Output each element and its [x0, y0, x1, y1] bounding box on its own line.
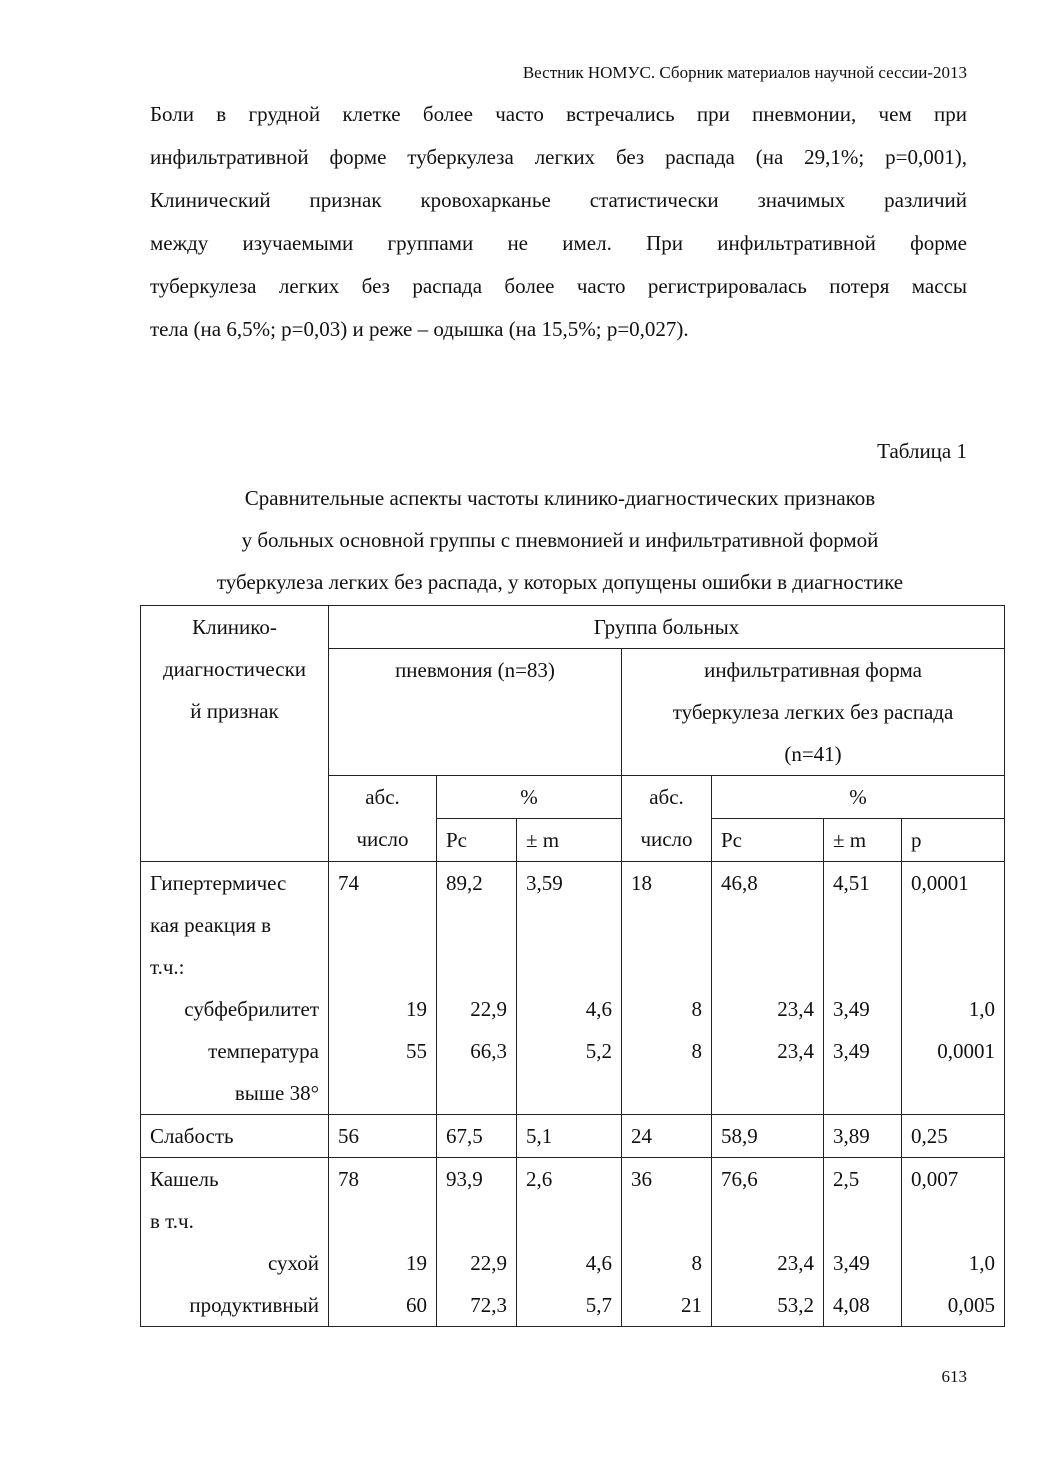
- value: 18: [631, 871, 652, 895]
- body-paragraph: [150, 93, 967, 351]
- page-number: 613: [941, 1367, 967, 1386]
- abs1-cell: [329, 862, 437, 1115]
- p-cell: [902, 1158, 1005, 1327]
- sign-line: субфебрилитет: [184, 997, 319, 1021]
- value: 36: [631, 1167, 652, 1191]
- abs1-cell: 56: [329, 1115, 437, 1158]
- header-abs-line: число: [640, 827, 693, 851]
- header-abs-line: абс.: [649, 785, 684, 809]
- paragraph-line: Клинический признак кровохарканье статистически значимых различий: [150, 188, 967, 212]
- table-caption: [130, 477, 990, 603]
- m1-cell: [517, 862, 622, 1115]
- value: 8: [691, 997, 702, 1021]
- header-pc-2: Pc: [712, 819, 824, 862]
- abs2-cell: [622, 1158, 712, 1327]
- value: 72,3: [470, 1293, 507, 1317]
- value: 53,2: [777, 1293, 814, 1317]
- pc1-cell: 67,5: [437, 1115, 517, 1158]
- value: 0,005: [947, 1293, 996, 1317]
- value: 2,6: [526, 1167, 553, 1191]
- header-tb-line: туберкулеза легких без распада: [672, 700, 954, 724]
- value: 4,6: [585, 1251, 612, 1275]
- value: 8: [691, 1251, 702, 1275]
- paragraph-line: между изучаемыми группами не имел. При инфильтративной форме: [150, 231, 967, 255]
- value: 23,4: [777, 1251, 814, 1275]
- value: 22,9: [470, 997, 507, 1021]
- value: 4,6: [585, 997, 612, 1021]
- value: 5,7: [585, 1293, 612, 1317]
- value: 0,0001: [937, 1039, 996, 1063]
- header-m-1: ± m: [517, 819, 622, 862]
- value: 2,5: [833, 1167, 860, 1191]
- table-row: [141, 1158, 1005, 1327]
- header-abs-line: число: [356, 827, 409, 851]
- value: 60: [406, 1293, 427, 1317]
- sign-line: выше 38°: [234, 1081, 319, 1105]
- value: 19: [406, 997, 427, 1021]
- abs2-cell: 24: [622, 1115, 712, 1158]
- header-pneumonia: пневмония (n=83): [329, 649, 622, 776]
- value: 74: [338, 871, 359, 895]
- sign-cell: [141, 862, 329, 1115]
- header-tb-line: инфильтративная форма: [704, 658, 922, 682]
- paragraph-line: тела (на 6,5%; p=0,03) и реже – одышка (на 15,5%; p=0,027).: [150, 317, 689, 341]
- value: 55: [406, 1039, 427, 1063]
- m2-cell: [824, 862, 902, 1115]
- value: 76,6: [721, 1167, 758, 1191]
- header-abs-2: [622, 776, 712, 862]
- paragraph-line: инфильтративной форме туберкулеза легких без распада (на 29,1%; p=0,001),: [150, 145, 967, 169]
- header-tb-line: (n=41): [784, 742, 842, 766]
- m2-cell: [824, 1158, 902, 1327]
- paragraph-line: Боли в грудной клетке более часто встречались при пневмонии, чем при: [150, 102, 967, 126]
- value: 5,2: [585, 1039, 612, 1063]
- value: 89,2: [446, 871, 483, 895]
- m2-cell: 3,89: [824, 1115, 902, 1158]
- sign-line: Кашель: [150, 1167, 219, 1191]
- p-cell: [902, 862, 1005, 1115]
- sign-line: температура: [208, 1039, 319, 1063]
- header-sign-line: Клинико-: [192, 615, 277, 639]
- header-p: p: [902, 819, 1005, 862]
- sign-cell: Слабость: [141, 1115, 329, 1158]
- p-cell: 0,25: [902, 1115, 1005, 1158]
- value: 8: [691, 1039, 702, 1063]
- value: 3,59: [526, 871, 563, 895]
- value: 3,49: [833, 1251, 870, 1275]
- table-row: [141, 1115, 1005, 1158]
- value: 4,51: [833, 871, 870, 895]
- sign-line: кая реакция в: [150, 913, 272, 937]
- value: 3,49: [833, 1039, 870, 1063]
- table-row: [141, 862, 1005, 1115]
- header-tb: [622, 649, 1005, 776]
- abs2-cell: [622, 862, 712, 1115]
- table-label: Таблица 1: [877, 439, 967, 463]
- header-percent-1: %: [437, 776, 622, 819]
- caption-line: туберкулеза легких без распада, у которых допущены ошибки в диагностике: [216, 570, 904, 594]
- value: 23,4: [777, 1039, 814, 1063]
- m1-cell: [517, 1158, 622, 1327]
- caption-line: Сравнительные аспекты частоты клинико-диагностических признаков: [244, 486, 876, 510]
- value: 21: [681, 1293, 702, 1317]
- pc2-cell: [712, 862, 824, 1115]
- value: 1,0: [968, 1251, 996, 1275]
- header-abs-1: [329, 776, 437, 862]
- abs1-cell: [329, 1158, 437, 1327]
- value: 0,0001: [911, 871, 969, 895]
- sign-cell: [141, 1158, 329, 1327]
- header-sign-line: диагностически: [162, 657, 307, 681]
- m1-cell: 5,1: [517, 1115, 622, 1158]
- value: 4,08: [833, 1293, 870, 1317]
- value: 23,4: [777, 997, 814, 1021]
- value: 0,007: [911, 1167, 959, 1191]
- value: 22,9: [470, 1251, 507, 1275]
- pc1-cell: [437, 862, 517, 1115]
- value: 1,0: [968, 997, 996, 1021]
- caption-line: у больных основной группы с пневмонией и инфильтративной формой: [241, 528, 879, 552]
- header-percent-2: %: [712, 776, 1005, 819]
- sign-line: продуктивный: [189, 1293, 319, 1317]
- value: 46,8: [721, 871, 758, 895]
- value: 93,9: [446, 1167, 483, 1191]
- pc2-cell: [712, 1158, 824, 1327]
- header-sign-line: й признак: [190, 699, 279, 723]
- header-pc-1: Pc: [437, 819, 517, 862]
- value: 66,3: [470, 1039, 507, 1063]
- header-m-2: ± m: [824, 819, 902, 862]
- sign-line: сухой: [268, 1251, 319, 1275]
- pc2-cell: 58,9: [712, 1115, 824, 1158]
- pc1-cell: [437, 1158, 517, 1327]
- sign-line: в т.ч.: [150, 1209, 194, 1233]
- value: 3,49: [833, 997, 870, 1021]
- paragraph-line: туберкулеза легких без распада более часто регистрировалась потеря массы: [150, 274, 967, 298]
- journal-header: Вестник НОМУС. Сборник материалов научной сессии-2013: [522, 63, 967, 82]
- header-group: Группа больных: [329, 606, 1005, 649]
- sign-line: Гипертермичес: [150, 871, 287, 895]
- header-row-1: [141, 606, 1005, 649]
- sign-line: т.ч.:: [150, 955, 185, 979]
- value: 78: [338, 1167, 359, 1191]
- header-abs-line: абс.: [365, 785, 400, 809]
- data-table: [140, 605, 1005, 1327]
- header-sign: [141, 606, 329, 862]
- value: 19: [406, 1251, 427, 1275]
